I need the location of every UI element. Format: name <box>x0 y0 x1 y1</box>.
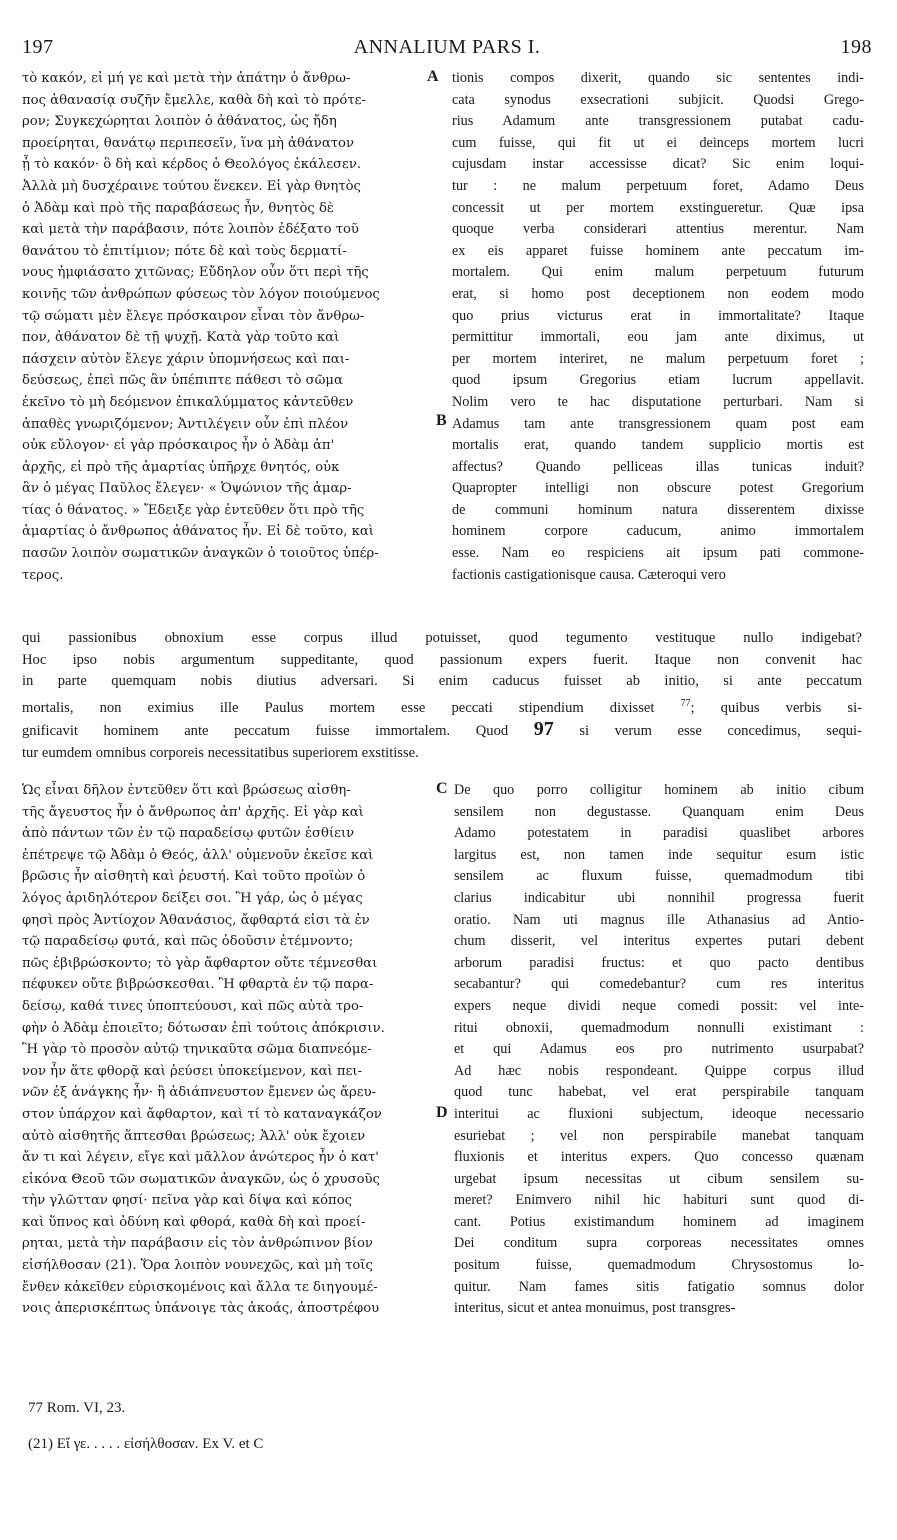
text-line: meret? Enimvero nihil hic habituri sunt quod di- <box>454 1192 864 1209</box>
full-line-text: gnificavit hominem ante peccatum fuisse immortalem. Quod <box>22 723 509 740</box>
text-line: ἐκεῖνο τὸ μὴ δεόμενον ἐπικαλύμματος κἀντεῦθεν <box>22 394 354 410</box>
text-line: πέφυκεν οὔτε βιβρώσκεσθαι. Ἢ φθαρτὰ ἐν τῷ παρα- <box>22 977 374 993</box>
text-line: Ὡς εἶναι δῆλον ἐντεῦθεν ὅτι καὶ βρώσεως αἰσθη- <box>22 783 351 798</box>
text-line: οὐκ εὔλογον· εἰ γὰρ πρόσκαιρος ἦν ὁ Ἀδὰμ ἀπ' <box>22 438 335 454</box>
full-line-text: mortalis, non eximius ille Paulus mortem esse peccati stipendium dixisset <box>22 699 655 716</box>
full-line: tur eumdem omnibus corporeis necessitatibus superiorem exstitisse. <box>22 744 419 761</box>
latin-column-top <box>452 68 864 586</box>
text-line: τὴν γλῶτταν φησί· πεῖνα γὰρ καὶ δίψα καὶ κόπος <box>22 1193 353 1209</box>
text-line: εἰσήλθοσαν (21). Ὅρα λοιπὸν νουνεχῶς, καὶ μὴ τοῖς <box>22 1258 373 1274</box>
text-line: arborum paradisi fructus: et quo pacto dentibus <box>454 954 864 971</box>
full-line <box>22 693 862 719</box>
text-line: πάσχειν αὐτὸν ἔλεγε χάριν ὑπομνήσεως καὶ παι- <box>22 351 350 367</box>
text-line: νους ἠμφιάσατο χιτῶνας; Εὔδηλον οὖν ὅτι περὶ τῆς <box>22 265 369 281</box>
text-line: ritui obnoxii, quemadmodum nonnulli existimant : <box>454 1019 864 1036</box>
page-number-left: 197 <box>22 36 54 58</box>
text-line: πῶς ἐβιβρώσκοντο; τὸ γὰρ ἄφθαρτον οὔτε τέμνεσθαι <box>22 955 378 971</box>
text-line: ἐπέτρεψε τῷ Ἀδὰμ ὁ Θεός, ἀλλ' οὐμενοῦν ἐκεῖσε καὶ <box>22 847 374 863</box>
text-line: τερος. <box>22 567 64 583</box>
text-line: chum disserit, vel interitus expertes putari debent <box>454 933 864 950</box>
text-line: καὶ μετὰ τὴν παράβασιν, πότε λοιπὸν ἐδέξατο τοῦ <box>22 222 359 238</box>
text-line: τῷ σώματι μὲν ἔλεγε πρόσκαιρον εἶναι τὸν ἄνθρω- <box>22 308 365 324</box>
page-number-right: 198 <box>840 36 872 58</box>
text-line: φὴν ὁ Ἀδὰμ ἐποιεῖτο; δότωσαν ἐπὶ τούτοις ἀπόκρισιν. <box>22 1020 385 1036</box>
text-line: Dei conditum supra corporeas necessitates omnes <box>454 1235 864 1252</box>
column-number-97: 97 <box>533 719 554 741</box>
text-line: clarius indicabitur ubi nonnihil progressa fuerit <box>454 889 864 906</box>
running-title: ANNALIUM PARS I. <box>353 36 541 58</box>
full-line: qui passionibus obnoxium esse corpus illud potuisset, quod tegumento vestituque nullo indigebat? <box>22 630 862 646</box>
text-line: Adamus tam ante transgressionem quam post eam <box>452 415 864 432</box>
text-line: quod tunc habebat, vel erat perspirabile tanquam <box>454 1084 864 1101</box>
text-line: De quo porro colligitur hominem ab initio cibum <box>454 782 864 798</box>
text-line: urgebat ipsum necessitas ut cibum sensilem su- <box>454 1170 864 1187</box>
text-line: ρηται, μετὰ τὴν παράβασιν εἰς τὸν ἀνθρώπινον βίον <box>22 1236 373 1252</box>
text-line: interitui ac fluxioni subjectum, ideoque necessario <box>454 1105 864 1122</box>
text-line: Adamo potestatem in paradisi quaslibet arbores <box>454 825 864 842</box>
text-line: concessit ut per mortem exstingueretur. Quæ ipsa <box>452 199 864 216</box>
text-line: τίας ὁ θάνατος. » Ἔδειξε γὰρ ἐντεῦθεν ὅτι πρὸ τῆς <box>22 502 365 518</box>
text-line: mortalis erat, quando tandem supplicio mortis est <box>452 437 864 454</box>
text-line: πον, ἀθάνατον δὲ τῇ ψυχῇ. Κατὰ γὰρ τοῦτο καὶ <box>22 330 340 346</box>
text-line: erat, si homo post deceptionem non eodem modo <box>452 285 864 302</box>
text-line: oratio. Nam uti magnus ille Athanasius ad Antio- <box>454 911 864 928</box>
text-line: Nolim vero te hac disputatione perturbari. Nam si <box>452 393 864 410</box>
text-line: Ad hæc nobis respondeant. Quippe corpus illud <box>454 1062 864 1079</box>
text-line: φησὶ πρὸς Ἀντίοχον Ἀθανάσιος, ἄφθαρτά εἰσι τὰ ἐν <box>22 912 370 928</box>
full-width-latin <box>22 628 862 764</box>
text-line: προείρηται, θανάτῳ περιπεσεῖν, ἵνα μὴ ἀθάνατον <box>22 135 354 151</box>
text-line: Quapropter intelligi non obscure potest Gregorium <box>452 480 864 497</box>
text-line: ex eis apparet fuisse hominem ante peccatum im- <box>452 242 864 259</box>
text-line: ὁ Ἀδὰμ καὶ πρὸ τῆς παραβάσεως ἦν, θνητὸς δὲ <box>22 200 335 216</box>
text-line: εἰκόνα Θεοῦ τῶν σωματικῶν ἀναγκῶν, ὡς ὁ χρυσοῦς <box>22 1171 380 1187</box>
full-line <box>22 719 862 743</box>
text-line: de communi hominum natura disserentem dixisse <box>452 501 864 518</box>
text-line: cata synodus exsecrationi subjicit. Quodsi Grego- <box>452 91 864 108</box>
margin-letter-b: B <box>436 412 447 429</box>
text-line: cant. Potius existimandum hominem ad imaginem <box>454 1213 864 1230</box>
text-line: δεύσεως, ἐπεὶ πῶς ἂν ὑπέπιπτε πάθεσι τὸ σῶμα <box>22 373 343 389</box>
text-line: ἀρχῆς, εἰ πρὸ τῆς ἁμαρτίας ὑπῆρχε θνητός, οὐκ <box>22 459 340 475</box>
text-line: τῆς ἄγευστος ἦν ὁ ἄνθρωπος ἀπ' ἀρχῆς. Εἰ γὰρ καὶ <box>22 804 364 820</box>
text-line: τὸ κακόν, εἰ μή γε καὶ μετὰ τὴν ἀπάτην ὁ ἄνθρω- <box>22 71 351 86</box>
text-line: θανάτου τὸ ἐπιτίμιον; πότε δὲ καὶ τοὺς δερματί- <box>22 243 347 259</box>
text-line: δείσῳ, καθά τινες ὑποπτεύουσι, καὶ πῶς αὐτὰ τρο- <box>22 998 364 1014</box>
text-line: esuriebat ; vel non perspirabile manebat tanquam <box>454 1127 864 1144</box>
text-line: fluxionis et interitus expers. Quo concesso quænam <box>454 1149 864 1166</box>
text-line: ἁμαρτίας ὁ ἄνθρωπος ἀθάνατος ἦν. Εἰ δὲ τοῦτο, καὶ <box>22 524 374 540</box>
text-line: cujusdam instar accessisse dicat? Sic enim loqui- <box>452 156 864 173</box>
text-line: λόγος ἀριδηλότερον δείξει σοι. Ἢ γάρ, ὡς ὁ μέγας <box>22 890 363 906</box>
text-line: secabantur? qui comedebantur? cum res interitus <box>454 976 864 993</box>
footnotes <box>28 1390 263 1462</box>
text-line: ἄν τι καὶ λέγειν, εἴγε καὶ μᾶλλον ἀνώτερος ἦν ὁ κατ' <box>22 1150 379 1166</box>
text-line: στον ὑπάρχον καὶ ἄφθαρτον, καὶ τί τὸ καταναγκάζον <box>22 1106 382 1122</box>
text-line: tionis compos dixerit, quando sic sententes indi- <box>452 70 864 86</box>
full-line: in parte quemquam nobis diutius adversari. Si enim caducus fuisset ab initio, si ante peccatum <box>22 673 862 690</box>
text-line: ἀπὸ πάντων τῶν ἐν τῷ παραδείσῳ φυτῶν ἐσθίειν <box>22 826 355 842</box>
text-line: sensilem non degustasse. Quanquam enim Deus <box>454 803 864 820</box>
text-line: πος ἀθανασίᾳ συζῆν ἔμελλε, καθὰ δὴ καὶ τὸ πρότε- <box>22 92 366 108</box>
text-line: ἔνθεν κἀκεῖθεν εὑρισκομένοις καὶ ἄλλα τε διηγουμέ- <box>22 1279 378 1295</box>
footnote-77: 77 Rom. VI, 23. <box>28 1400 126 1416</box>
text-line: quitur. Nam fames sitis fatigatio somnus dolor <box>454 1278 864 1295</box>
text-line: quoque verba considerari attentius merentur. Nam <box>452 221 864 238</box>
margin-letter-a: A <box>427 68 439 85</box>
text-line: quo prius victurus erat in immortalitate? Itaque <box>452 307 864 324</box>
full-line-text: ; quibus verbis si- <box>690 699 862 716</box>
text-line: et qui Adamus eos pro nutrimento usurpabat? <box>454 1041 864 1058</box>
text-line: αὐτὸ αἰσθητῆς ἅπτεσθαι βρώσεως; Ἀλλ' οὐκ ἔχοιεν <box>22 1128 366 1144</box>
text-line: τῷ παραδείσῳ φυτά, καὶ πῶς ὀδοῦσιν ἐτέμνοντο; <box>22 934 354 950</box>
text-line: affectus? Quando pelliceas illas tunicas induit? <box>452 458 864 475</box>
text-line: per mortem interiret, ne malum perpetuum foret ; <box>452 350 864 367</box>
full-line: Hoc ipso nobis argumentum suppeditante, quod passionum expers fuerit. Itaque non convenit hac <box>22 651 862 668</box>
text-line: largitus est, non tamen inde sequitur esum istic <box>454 846 864 863</box>
footnote-ref-77: 77 <box>680 697 691 709</box>
full-line-text: si verum esse concedimus, sequi- <box>579 723 862 740</box>
text-line: rius Adamum ante transgressionem putabat cadu- <box>452 113 864 130</box>
footnote-21: (21) Εἴ γε. . . . . εἰσήλθοσαν. Ex V. et C <box>28 1436 264 1452</box>
text-line: permittitur immortali, eou jam ante diximus, ut <box>452 329 864 346</box>
text-line: factionis castigationisque causa. Cæteroqui vero <box>452 566 726 583</box>
text-line: tur : ne malum perpetuum foret, Adamo Deus <box>452 177 864 194</box>
text-line: νοις ἀπερισκέπτως ὑπάνοιγε τὰς ἀκοάς, ἀποστρέφου <box>22 1301 380 1317</box>
text-line: positum fuisse, quemadmodum Chrysostomus lo- <box>454 1257 864 1274</box>
text-line: ἀπαθὲς γνωριζόμενον; Ἀντιλέγειν οὖν ἐπὶ πλέον <box>22 416 349 432</box>
text-line: Ἢ γὰρ τὸ προσὸν αὐτῷ τηνικαῦτα σῶμα διαπνεόμε- <box>22 1042 372 1058</box>
text-line: cum fuisse, qui fit ut ei deinceps mortem lucri <box>452 134 864 151</box>
text-line: hominem corpore caducum, animo immortalem <box>452 523 864 540</box>
text-line: ᾖ τὸ κακόν· ὃ δὴ καὶ κέρδος ὁ Θεολόγος ἐκάλεσεν. <box>22 157 362 173</box>
text-line: sensilem ac fluxum fuisse, quemadmodum tibi <box>454 868 864 885</box>
text-line: ἂν ὁ μέγας Παῦλος ἔλεγεν· « Ὀψώνιον τῆς ἁμαρ- <box>22 481 352 497</box>
text-line: κοινῆς τῶν ἀνθρώπων φύσεως τὸν λόγον ποιούμενος <box>22 286 380 302</box>
text-line: καὶ ὕπνος καὶ ὀδύνη καὶ φθορά, καθὰ δὴ καὶ προεί- <box>22 1214 366 1230</box>
text-line: interitus, sicut et antea monuimus, post transgres- <box>454 1300 736 1317</box>
latin-column-bottom <box>454 780 864 1320</box>
greek-column-bottom <box>22 780 432 1320</box>
text-line: esse. Nam eo respiciens ait ipsum pati commone- <box>452 545 864 562</box>
running-header <box>22 36 872 62</box>
greek-column-top <box>22 68 422 586</box>
text-line: βρῶσις ἦν αἰσθητὴ καὶ ῥευστή. Καὶ τοῦτο προϊὼν ὁ <box>22 869 366 885</box>
text-line: νῶν ἐξ ἀνάγκης ἦν· ἢ ἀδιάπνευστον ἔμενεν ὡς ἄρευ- <box>22 1085 377 1101</box>
text-line: Ἀλλὰ μὴ δυσχέραινε τούτου ἕνεκεν. Εἰ γὰρ θνητὸς <box>22 178 361 194</box>
margin-letter-c: C <box>436 780 448 797</box>
text-line: ρον; Συγκεχώρηται λοιπὸν ὁ ἀθάνατος, ὡς ἤδη <box>22 114 337 130</box>
text-line: πασῶν λοιπὸν σωματικῶν ἀναγκῶν ὁ τοιοῦτος ὑπέρ- <box>22 546 379 562</box>
text-line: mortalem. Qui enim malum perpetuum futurum <box>452 264 864 281</box>
margin-letter-d: D <box>436 1104 448 1121</box>
text-line: quod ipsum Gregorius etiam lucrum appellavit. <box>452 372 864 389</box>
text-line: νον ἦν ἅτε φθορᾷ καὶ ῥεύσει ὑποκείμενον, καὶ πει- <box>22 1063 363 1079</box>
text-line: expers neque dividi neque comedi possit: vel inte- <box>454 997 864 1014</box>
